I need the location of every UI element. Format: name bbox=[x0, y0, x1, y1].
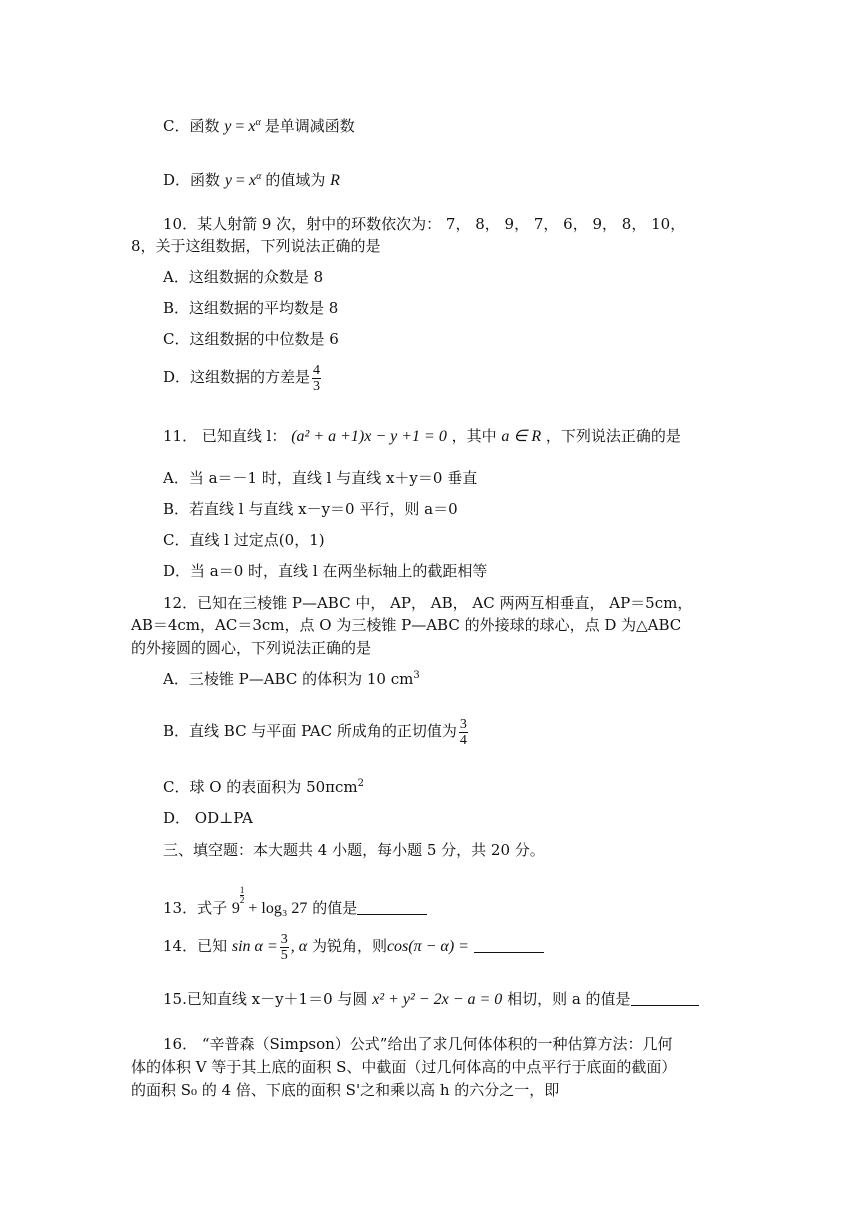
q11-option-c: C．直线 l 过定点(0，1) bbox=[163, 531, 325, 549]
q14-mid: 为锐角，则 bbox=[311, 937, 387, 955]
q15-tail: 相切，则 a 的值是 bbox=[507, 990, 631, 1008]
q12-option-b-text: B．直线 BC 与平面 PAC 所成角的正切值为 bbox=[163, 722, 457, 740]
q12-option-a-text: A．三棱锥 P—ABC 的体积为 10 cm bbox=[163, 670, 414, 688]
q11-option-a: A．当 a＝－1 时，直线 l 与直线 x＋y＝0 垂直 bbox=[163, 469, 478, 487]
q15-circle-eq: x² + y² − 2x − a = 0 bbox=[372, 991, 503, 1008]
q9-option-d-set: R bbox=[330, 172, 340, 189]
q13-expression: 9 $\frac{1}{2}$ + log₃ 27 bbox=[231, 885, 308, 917]
q9-option-d-formula: $y = x^\alpha$ bbox=[224, 171, 262, 189]
q15-answer-blank[interactable] bbox=[631, 991, 699, 1006]
q12-stem-line3: 的外接圆的圆心，下列说法正确的是 bbox=[131, 639, 372, 657]
q12-option-a bbox=[163, 669, 420, 689]
q11-condition: a ∈ R bbox=[501, 428, 542, 445]
q9-option-c bbox=[163, 116, 355, 137]
q10-option-c: C．这组数据的中位数是 6 bbox=[163, 330, 339, 348]
q12-stem-line2: AB＝4cm，AC＝3cm，点 O 为三棱锥 P—ABC 的外接球的球心，点 D 为△ABC bbox=[131, 616, 682, 634]
q14-stem bbox=[163, 928, 544, 965]
q14-fraction: $\frac{3}{5}$ bbox=[280, 931, 288, 963]
q9-option-d-label: D．函数 bbox=[163, 171, 221, 189]
q14-sin: sin α = bbox=[231, 938, 278, 955]
q11-end: ，下列说法正确的是 bbox=[545, 427, 681, 445]
q9-option-c-formula: $y = x^\alpha$ bbox=[224, 117, 261, 135]
q12-option-a-exponent: 3 bbox=[413, 670, 420, 681]
q9-option-c-label: C．函数 bbox=[163, 117, 220, 135]
q11-stem bbox=[163, 426, 681, 447]
q9-option-d-tail: 的值域为 bbox=[265, 171, 326, 189]
q15-lead: 15.已知直线 x－y＋1＝0 与圆 bbox=[163, 990, 368, 1008]
q11-mid: ，其中 bbox=[451, 427, 497, 445]
q10-option-a: A．这组数据的众数是 8 bbox=[163, 268, 324, 286]
q10-option-d-fraction: $\frac{4}{3}$ bbox=[313, 362, 321, 394]
q16-line2: 体的体积 V 等于其上底的面积 S、中截面（过几何体高的中点平行于底面的截面） bbox=[131, 1058, 677, 1076]
q14-answer-blank[interactable] bbox=[474, 938, 544, 953]
q11-option-d: D．当 a＝0 时，直线 l 在两坐标轴上的截距相等 bbox=[163, 562, 488, 580]
q12-option-c-text: C．球 O 的表面积为 50πcm bbox=[163, 778, 358, 796]
q12-option-c-exponent: 2 bbox=[357, 778, 365, 789]
q11-option-b: B．若直线 l 与直线 x－y＝0 平行，则 a＝0 bbox=[163, 500, 458, 518]
q13-answer-blank[interactable] bbox=[357, 900, 427, 915]
q11-lead: 11． 已知直线 l： bbox=[163, 427, 287, 445]
q9-option-c-tail: 是单调减函数 bbox=[264, 117, 355, 135]
q9-option-d bbox=[163, 170, 340, 191]
q10-option-d bbox=[163, 360, 323, 394]
q11-equation: (a² + a +1)x − y +1 = 0 bbox=[291, 428, 447, 445]
q10-stem-line1: 10．某人射箭 9 次，射中的环数依次为： 7， 8， 9， 7， 6， 9， 8， 10， bbox=[163, 215, 686, 233]
q10-option-b: B．这组数据的平均数是 8 bbox=[163, 299, 339, 317]
q12-option-c bbox=[163, 777, 364, 797]
q12-option-b bbox=[163, 714, 470, 748]
q16-line3: 的面积 S₀ 的 4 倍、下底的面积 S'之和乘以高 h 的六分之一，即 bbox=[131, 1081, 560, 1099]
q13-tail: 的值是 bbox=[312, 899, 358, 917]
q16-line1: 16． “辛普森（Simpson）公式”给出了求几何体体积的一种估算方法：几何 bbox=[163, 1035, 673, 1053]
q13-stem bbox=[163, 886, 427, 919]
section-3-heading: 三、填空题：本大题共 4 小题，每小题 5 分，共 20 分。 bbox=[163, 841, 545, 859]
q15-stem bbox=[163, 989, 699, 1010]
q14-cos: cos(π − α) = bbox=[386, 938, 469, 955]
q14-lead: 14．已知 bbox=[163, 937, 228, 955]
q12-option-b-fraction: $\frac{3}{4}$ bbox=[459, 716, 467, 748]
q14-alpha: , α bbox=[290, 938, 308, 955]
q13-lead: 13．式子 bbox=[163, 899, 228, 917]
q10-stem-line2: 8，关于这组数据，下列说法正确的是 bbox=[131, 237, 381, 255]
q12-option-d: D． OD⊥PA bbox=[163, 809, 253, 827]
q10-option-d-text: D．这组数据的方差是 bbox=[163, 368, 311, 386]
q12-stem-line1: 12．已知在三棱锥 P—ABC 中， AP， AB， AC 两两互相垂直， AP＝5cm， bbox=[163, 594, 693, 612]
